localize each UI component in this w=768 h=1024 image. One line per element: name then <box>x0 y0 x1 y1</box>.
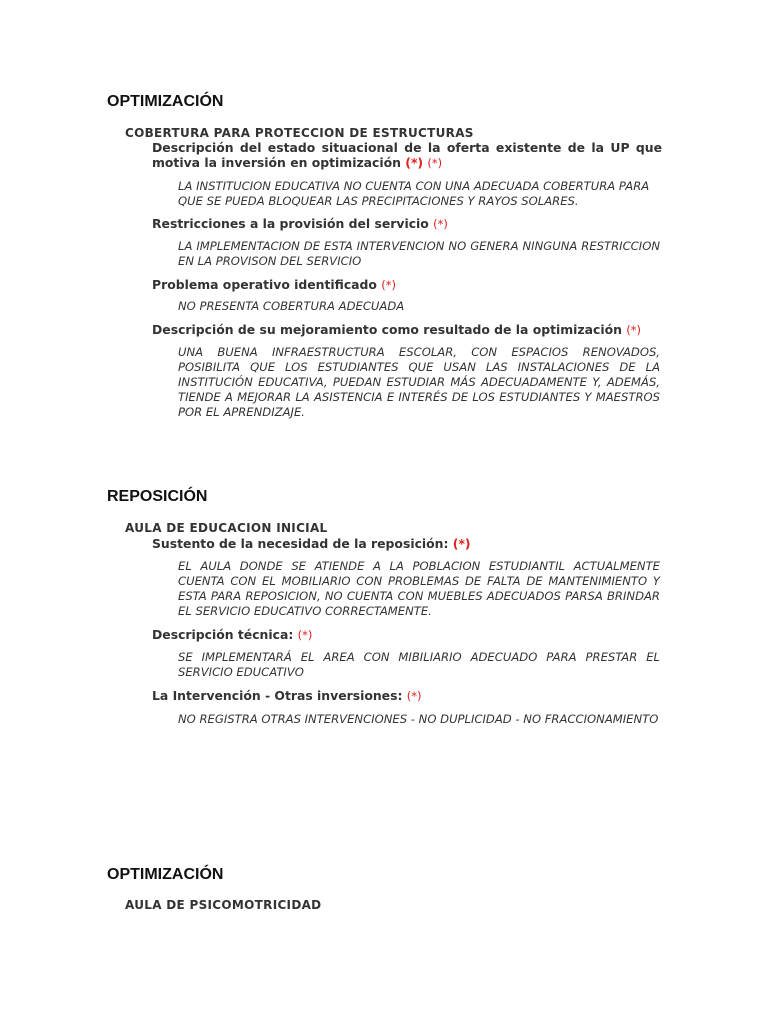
question-label <box>152 536 662 551</box>
question-text: La Intervención - Otras inversiones: <box>152 688 403 703</box>
question-text: Sustento de la necesidad de la reposición: <box>152 536 449 551</box>
question-text: Descripción de su mejoramiento como resultado de la optimización <box>152 322 622 337</box>
required-marker: (*) <box>433 217 448 231</box>
question-text: Problema operativo identificado <box>152 277 377 292</box>
required-marker: (*) <box>427 156 443 170</box>
question-label <box>152 627 662 643</box>
answer-text: LA IMPLEMENTACION DE ESTA INTERVENCION NO GENERA NINGUNA RESTRICCION EN LA PROVISON DEL SERVICIO <box>178 239 660 268</box>
required-marker: (*) <box>406 689 422 703</box>
section-subtitle: AULA DE PSICOMOTRICIDAD <box>125 898 322 912</box>
question-label <box>152 322 662 338</box>
answer-text: NO PRESENTA COBERTURA ADECUADA <box>178 299 405 313</box>
question-label <box>152 216 662 232</box>
answer-text: NO REGISTRA OTRAS INTERVENCIONES - NO DUPLICIDAD - NO FRACCIONAMIENTO <box>178 712 659 726</box>
section-title-optimizacion: OPTIMIZACIÓN <box>107 93 224 110</box>
question-label <box>152 140 662 171</box>
question-text: Descripción del estado situacional de la oferta existente de la UP que motiva la inversión en optimización <box>152 140 662 170</box>
section-title-optimizacion: OPTIMIZACIÓN <box>107 866 224 883</box>
question-text: Descripción técnica: <box>152 627 294 642</box>
answer-text: SE IMPLEMENTARÁ EL AREA CON MIBILIARIO ADECUADO PARA PRESTAR EL SERVICIO EDUCATIVO <box>178 650 660 679</box>
answer-text: UNA BUENA INFRAESTRUCTURA ESCOLAR, CON ESPACIOS RENOVADOS, POSIBILITA QUE LOS ESTUDIANTES QUE USAN LAS INSTALACIONES DE LA INSTITUCIÓN EDUCATIVA, PUEDAN ESTUDIAR MÁS ADECUADAMENTE Y, ADEMÁS, TIENDE A MEJORAR LA ASISTENCIA E INTERÉS DE LOS ESTUDIANTES Y MAESTROS POR EL APRENDIZAJE. <box>178 345 660 419</box>
required-marker: (*) <box>626 323 641 337</box>
required-marker: (*) <box>297 628 313 642</box>
required-marker: (*) <box>381 278 396 292</box>
question-label <box>152 688 662 704</box>
section-subtitle: AULA DE EDUCACION INICIAL <box>125 521 328 535</box>
required-marker: (*) <box>452 536 471 551</box>
section-title-reposicion: REPOSICIÓN <box>107 488 208 505</box>
required-marker: (*) <box>405 155 424 170</box>
section-subtitle: COBERTURA PARA PROTECCION DE ESTRUCTURAS <box>125 126 474 140</box>
answer-text: EL AULA DONDE SE ATIENDE A LA POBLACION ESTUDIANTIL ACTUALMENTE CUENTA CON EL MOBILIARIO CON PROBLEMAS DE FALTA DE MANTENIMIENTO Y ESTA PARA REPOSICION, NO CUENTA CON MUEBLES ADECUADOS PARSA BRINDAR EL SERVICIO EDUCATIVO CORRECTAMENTE. <box>178 559 660 618</box>
question-label <box>152 277 662 293</box>
question-text: Restricciones a la provisión del servicio <box>152 216 429 231</box>
answer-text: LA INSTITUCION EDUCATIVA NO CUENTA CON UNA ADECUADA COBERTURA PARA QUE SE PUEDA BLOQUEAR LAS PRECIPITACIONES Y RAYOS SOLARES. <box>178 179 650 208</box>
